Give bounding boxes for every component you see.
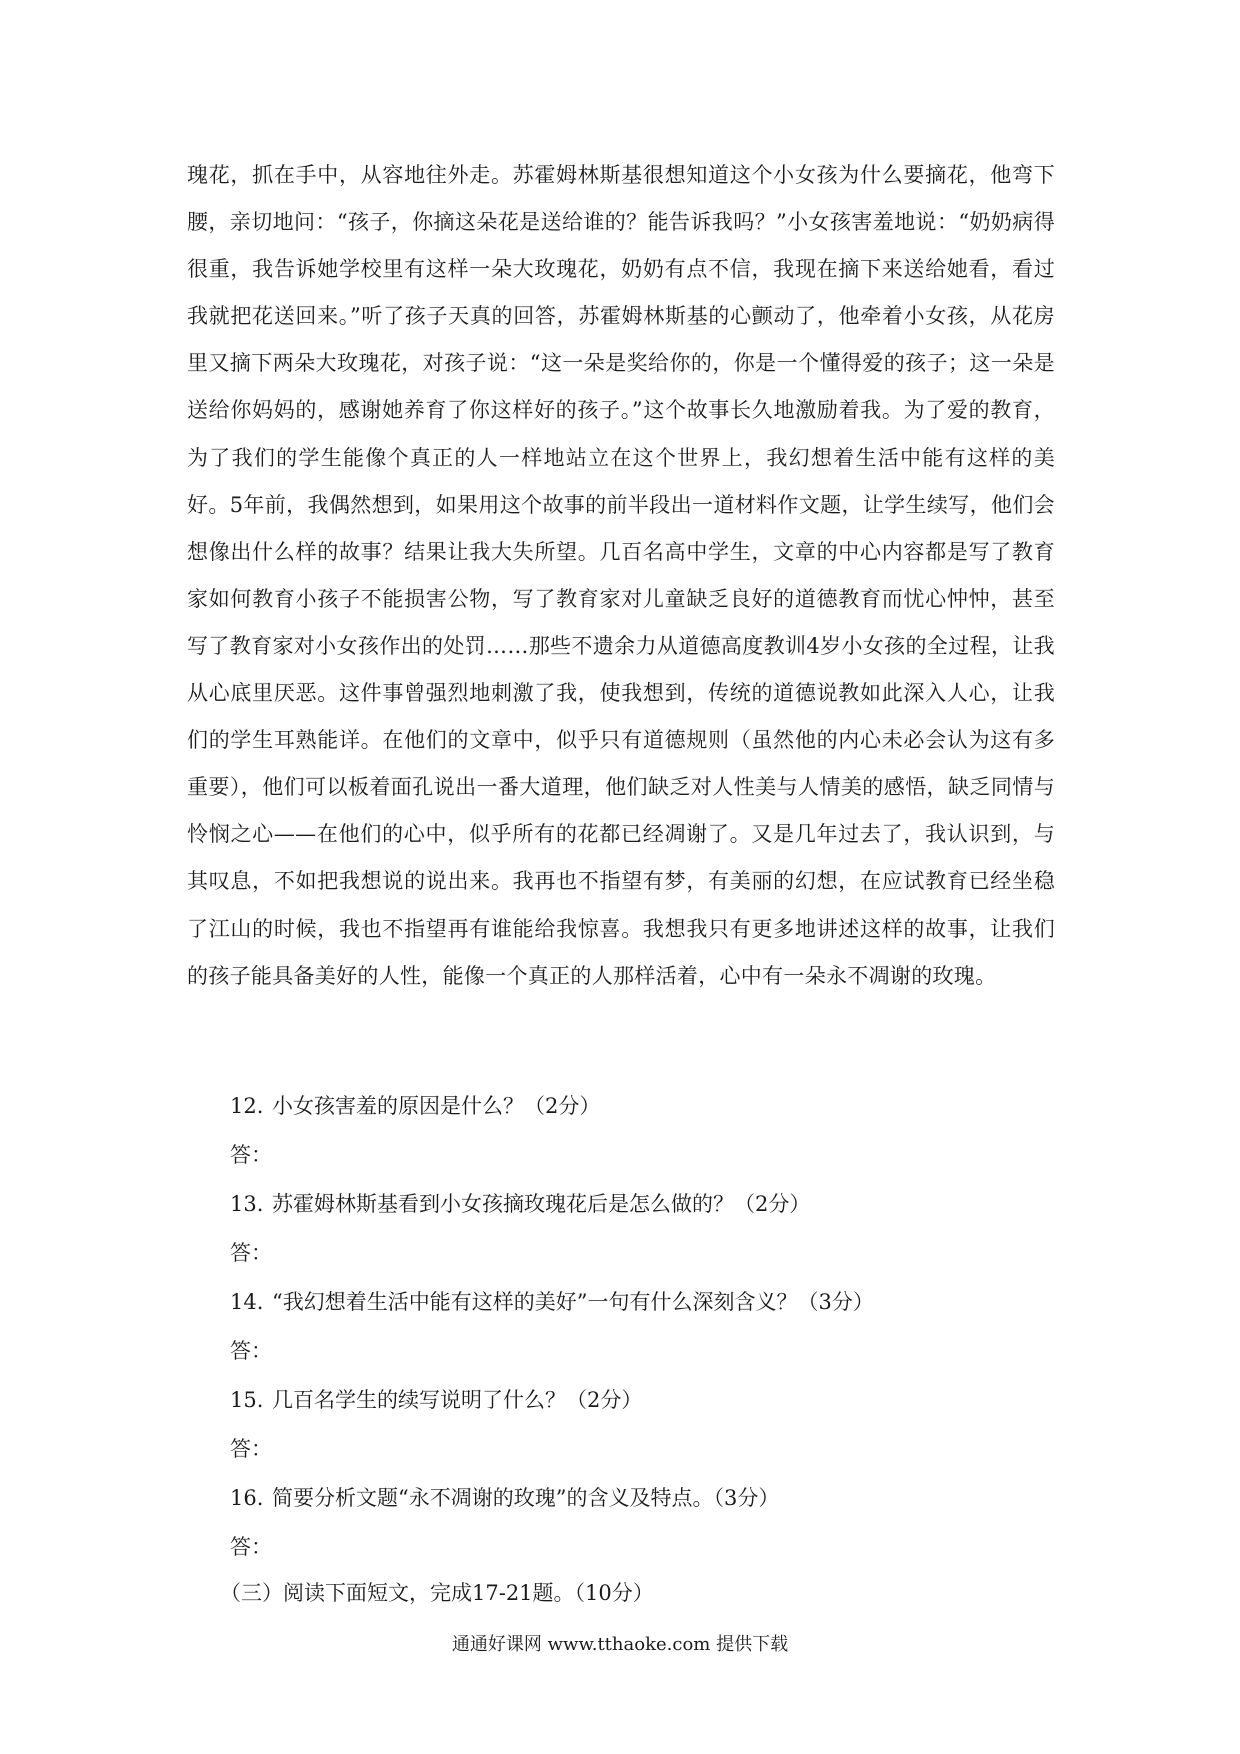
question-item bbox=[230, 1180, 1050, 1278]
question-number: 13. bbox=[230, 1192, 264, 1216]
page-footer: 通通好课网 www.tthaoke.com 提供下载 bbox=[451, 1634, 789, 1655]
question-number: 16. bbox=[230, 1486, 264, 1510]
answer-label: 答： bbox=[230, 1143, 272, 1167]
answer-label: 答： bbox=[230, 1339, 272, 1363]
question-text: 简要分析文题“永不凋谢的玫瑰”的含义及特点。（3分） bbox=[272, 1486, 780, 1510]
question-item bbox=[230, 1278, 1050, 1376]
question-item bbox=[230, 1474, 1050, 1572]
question-list bbox=[230, 1082, 1050, 1572]
question-item bbox=[230, 1376, 1050, 1474]
answer-label: 答： bbox=[230, 1241, 272, 1265]
section-heading: （三）阅读下面短文，完成17-21题。（10分） bbox=[220, 1581, 654, 1605]
question-text: “我幻想着生活中能有这样的美好”一句有什么深刻含义？（3分） bbox=[272, 1290, 874, 1314]
question-text: 苏霍姆林斯基看到小女孩摘玫瑰花后是怎么做的？（2分） bbox=[272, 1192, 811, 1216]
question-number: 14. bbox=[230, 1290, 264, 1314]
question-text: 几百名学生的续写说明了什么？（2分） bbox=[272, 1388, 643, 1412]
question-text: 小女孩害羞的原因是什么？（2分） bbox=[272, 1094, 601, 1118]
passage-text: 瑰花，抓在手中，从容地往外走。苏霍姆林斯基很想知道这个小女孩为什么要摘花，他弯下腰，亲切地问：“孩子，你摘这朵花是送给谁的？能告诉我吗？”小女孩害羞地说：“奶奶病得很重，我告诉她学校里有这样一朵大玫瑰花，奶奶有点不信，我现在摘下来送给她看，看过我就把花送回来。”听了孩子天真的回答，苏霍姆林斯基的心颤动了，他牵着小女孩，从花房里又摘下两朵大玫瑰花，对孩子说：“这一朵是奖给你的，你是一个懂得爱的孩子；这一朵是送给你妈妈的，感谢她养育了你这样好的孩子。”这个故事长久地激励着我。为了爱的教育，为了我们的学生能像个真正的人一样地站立在这个世界上，我幻想着生活中能有这样的美好。5年前，我偶然想到，如果用这个故事的前半段出一道材料作文题，让学生续写，他们会想像出什么样的故事？结果让我大失所望。几百名高中学生，文章的中心内容都是写了教育家如何教育小孩子不能损害公物，写了教育家对儿童缺乏良好的道德教育而忧心忡忡，甚至写了教育家对小女孩作出的处罚……那些不遗余力从道德高度教训4岁小女孩的全过程，让我从心底里厌恶。这件事曾强烈地刺激了我，使我想到，传统的道德说教如此深入人心，让我们的学生耳熟能详。在他们的文章中，似乎只有道德规则（虽然他的内心未必会认为这有多重要），他们可以板着面孔说出一番大道理，他们缺乏对人性美与人情美的感悟，缺乏同情与怜悯之心——在他们的心中，似乎所有的花都已经凋谢了。又是几年过去了，我认识到，与其叹息，不如把我想说的说出来。我再也不指望有梦，有美丽的幻想，在应试教育已经坐稳了江山的时候，我也不指望再有谁能给我惊喜。我想我只有更多地讲述这样的故事，让我们的孩子能具备美好的人性，能像一个真正的人那样活着，心中有一朵永不凋谢的玫瑰。 bbox=[187, 163, 1055, 988]
question-number: 15. bbox=[230, 1388, 264, 1412]
question-number: 12. bbox=[230, 1094, 264, 1118]
answer-label: 答： bbox=[230, 1437, 272, 1461]
question-item bbox=[230, 1082, 1050, 1180]
answer-label: 答： bbox=[230, 1535, 272, 1559]
